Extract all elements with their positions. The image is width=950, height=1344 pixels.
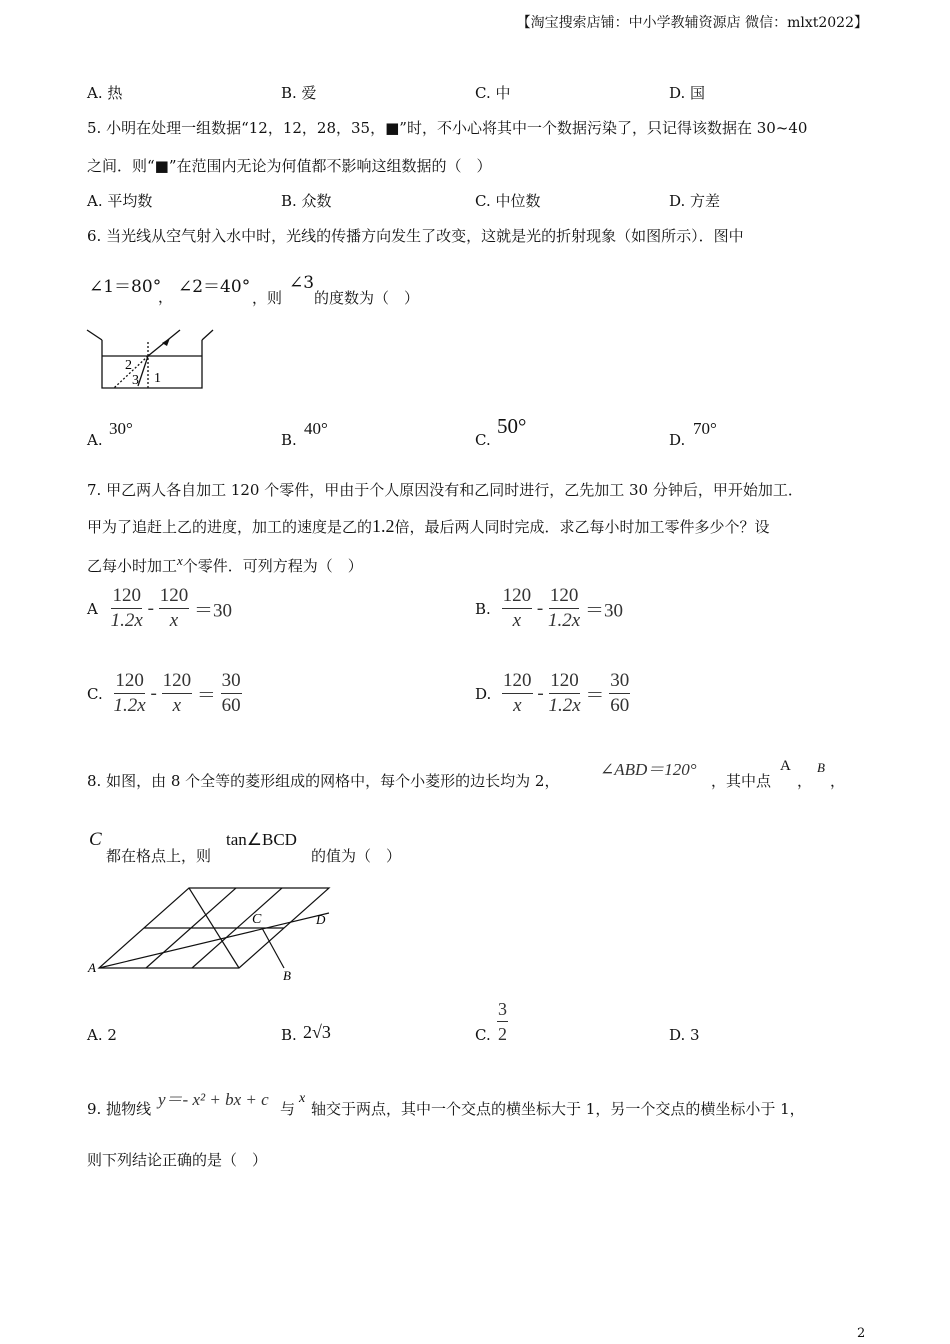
q8-option-c-frac [497, 998, 508, 1046]
q7-c-frac1 [114, 670, 146, 718]
q7-c-equals: ＝ [196, 685, 216, 707]
q7-d-rn: 30 [609, 670, 630, 694]
q5-option-c[interactable]: C. 中位数 [475, 192, 541, 210]
q9-stem-line1a: 9. 抛物线 [87, 1100, 152, 1118]
grid-label-c: C [252, 912, 262, 927]
q8-tan-expr: tan∠BCD [226, 830, 297, 849]
q8-sep2: ， [830, 772, 846, 790]
q8-sep1: ， [797, 772, 813, 790]
q5-stem-line1: 5. 小明在处理一组数据“12，12，28，35，■”时，不小心将其中一个数据污染了，只记得该数据在 30~40 [87, 119, 808, 137]
q7-a-n2: 120 [159, 585, 190, 609]
q6-option-b-letter[interactable]: B. [281, 431, 297, 449]
q7-b-d1: x [512, 610, 522, 631]
q5-option-d[interactable]: D. 方差 [669, 192, 721, 210]
q9-stem-line2: 则下列结论正确的是（ ） [87, 1151, 268, 1169]
figure-label-2: 2 [125, 358, 132, 373]
q7-d-n1: 120 [502, 670, 533, 694]
q7-b-n1: 120 [502, 585, 533, 609]
q8-stem-line2a: 都在格点上，则 [106, 847, 212, 865]
q8-point-c: C [89, 829, 102, 850]
refraction-figure [84, 326, 219, 394]
q7-a-d1: 1.2x [110, 610, 143, 631]
q7-a-minus: - [147, 598, 154, 619]
q7-c-n1: 120 [114, 670, 145, 694]
q7-d-d1: x [513, 695, 522, 716]
q7-d-rd: 60 [610, 695, 630, 716]
q7-line2-a: 甲为了追赶上乙的进度，加工的速度是乙的 [87, 518, 373, 536]
q7-stem-line1: 7. 甲乙两人各自加工 120 个零件，甲由于个人原因没有和乙同时进行，乙先加工 30 分钟后，甲开始加工． [87, 481, 803, 499]
q7-c-frac2 [162, 670, 193, 718]
q7-a-frac2 [159, 585, 190, 633]
q7-b-frac2 [548, 585, 580, 633]
q7-b-frac1 [502, 585, 533, 633]
grid-label-d: D [316, 912, 326, 927]
q7-stem-line3 [87, 553, 363, 576]
q8-point-a: A [780, 758, 791, 774]
q6-option-c-letter[interactable]: C. [475, 431, 491, 449]
q7-b-n2: 120 [549, 585, 580, 609]
q7-c-n2: 120 [162, 670, 193, 694]
q7-stem-line2 [87, 516, 770, 537]
q8-option-c-letter[interactable]: C. [475, 1026, 491, 1044]
q7-line3-var: x [177, 553, 183, 568]
q8-option-d[interactable]: D. 3 [669, 1026, 700, 1044]
q7-option-c-letter: C. [87, 685, 103, 703]
q6-comma: ， [158, 288, 174, 306]
q7-c-d2: x [172, 695, 182, 716]
q7-d-frac2 [548, 670, 580, 718]
q8-stem-line1b: ，其中点 [711, 772, 772, 790]
q9-stem-with: 与 [280, 1100, 296, 1118]
q7-a-rhs: ＝30 [193, 600, 232, 622]
q8-c-den: 2 [498, 1024, 507, 1044]
q4-option-c[interactable]: C. 中 [475, 84, 511, 102]
q6-then: ，则 [252, 289, 283, 307]
q9-stem-line1c: 轴交于两点，其中一个交点的横坐标大于 1，另一个交点的横坐标小于 1， [311, 1100, 805, 1118]
q7-b-d2: 1.2x [547, 610, 581, 631]
q7-a-n1: 120 [111, 585, 142, 609]
q7-d-frac1 [502, 670, 533, 718]
q8-stem-line2b: 的值为（ ） [311, 847, 402, 865]
q4-option-b[interactable]: B. 爱 [281, 84, 317, 102]
q4-option-a[interactable]: A. 热 [87, 84, 123, 102]
q6-option-a-value: 30° [109, 419, 133, 438]
q4-option-d[interactable]: D. 国 [669, 84, 706, 102]
q7-c-frac3 [221, 670, 242, 718]
q8-c-num: 3 [497, 998, 508, 1022]
q7-line2-factor: 1.2 [372, 516, 395, 536]
q6-option-d-value: 70° [693, 419, 717, 438]
q8-option-b-letter[interactable]: B. [281, 1026, 297, 1044]
q7-line3-a: 乙每小时加工 [87, 557, 178, 575]
q8-option-b-value: 2√3 [303, 1022, 331, 1042]
q6-tail: 的度数为（ ） [314, 289, 420, 307]
q7-option-b[interactable] [475, 585, 623, 633]
q7-c-rd: 60 [221, 695, 241, 716]
q6-option-b-value: 40° [304, 419, 328, 438]
q7-a-frac1 [111, 585, 143, 633]
header-note: 【淘宝搜索店铺：中小学教辅资源店 微信：mlxt2022】 [516, 15, 868, 31]
q6-option-a-letter[interactable]: A. [87, 431, 103, 449]
q8-c-frac [497, 998, 508, 1046]
figure-label-1: 1 [154, 371, 161, 386]
q7-d-minus: - [537, 683, 544, 704]
q8-stem-line1a: 8. 如图，由 8 个全等的菱形组成的网格中，每个小菱形的边长均为 2， [87, 772, 560, 790]
q6-stem-line1: 6. 当光线从空气射入水中时，光线的传播方向发生了改变，这就是光的折射现象（如图所示）．图中 [87, 227, 744, 245]
q7-d-equals: ＝ [585, 685, 605, 707]
q7-option-d-letter: D. [475, 685, 492, 703]
q7-c-d1: 1.2x [113, 695, 146, 716]
q7-b-minus: - [536, 598, 544, 619]
q5-stem-line2: 之间．则“■”在范围内无论为何值都不影响这组数据的（ ） [87, 157, 492, 175]
q7-a-d2: x [169, 610, 179, 631]
q7-option-b-letter: B. [475, 600, 491, 618]
q7-d-frac3 [609, 670, 630, 718]
q6-angle3: ∠3 [289, 273, 315, 293]
q7-d-d2: 1.2x [548, 695, 581, 716]
q9-x-var: x [299, 1091, 306, 1106]
q6-option-c-value: 50° [497, 414, 527, 438]
q7-option-c[interactable] [87, 670, 242, 718]
q9-parabola-expr: y＝- x² + bx + c [158, 1090, 269, 1109]
rhombus-grid-figure [84, 880, 344, 986]
q8-point-b: B [817, 760, 825, 775]
q8-option-a[interactable]: A. 2 [87, 1026, 117, 1044]
q7-option-d[interactable] [475, 670, 630, 718]
q6-angle1: ∠1＝80° [89, 277, 162, 297]
q7-d-n2: 120 [549, 670, 580, 694]
q7-c-minus: - [150, 683, 157, 704]
q7-option-a[interactable] [87, 585, 232, 633]
q6-option-d-letter[interactable]: D. [669, 431, 686, 449]
q7-c-rn: 30 [221, 670, 242, 694]
q7-line3-c: 个零件．可列方程为（ ） [182, 557, 363, 575]
q5-option-a[interactable]: A. 平均数 [87, 192, 153, 210]
q6-angle2: ∠2＝40° [178, 277, 251, 297]
grid-label-a: A [88, 960, 96, 975]
grid-label-b: B [283, 968, 291, 983]
q5-option-b[interactable]: B. 众数 [281, 192, 332, 210]
q7-line2-c: 倍，最后两人同时完成．求乙每小时加工零件多少个？设 [394, 518, 770, 536]
q7-option-a-letter: A [87, 600, 98, 618]
q8-angle-abd: ∠ABD＝120° [600, 760, 697, 779]
q7-b-rhs: ＝30 [584, 600, 623, 622]
page-number: 2 [857, 1326, 866, 1341]
figure-label-3: 3 [132, 373, 139, 388]
